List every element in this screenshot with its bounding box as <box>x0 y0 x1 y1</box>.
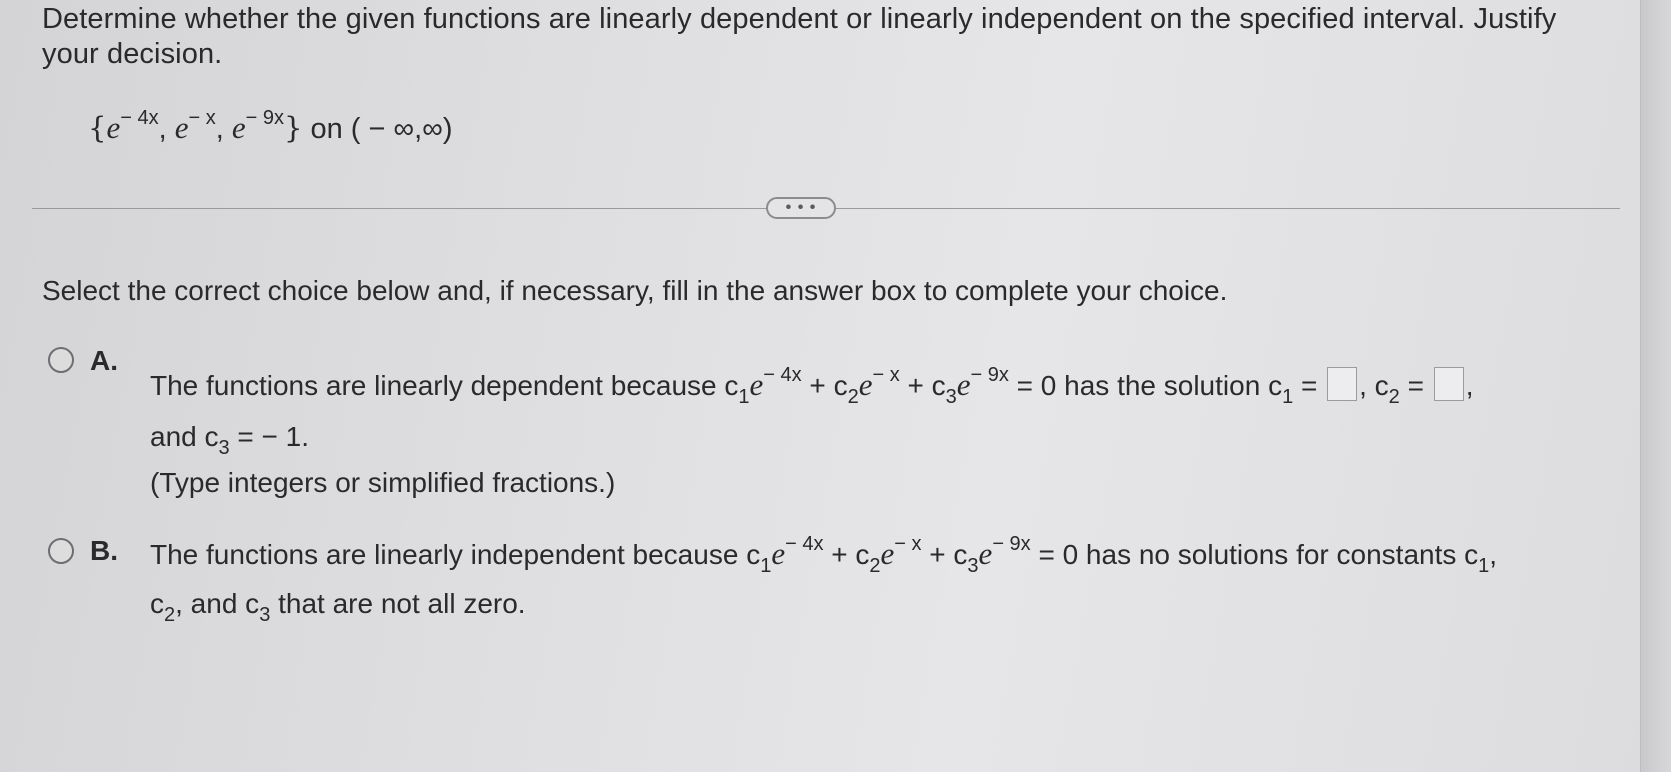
function-set <box>88 107 453 147</box>
choice-b-letter: B. <box>90 535 118 566</box>
choice-a-hint: (Type integers or simplified fractions.) <box>150 467 616 498</box>
interval: on ( − ∞,∞) <box>310 113 453 145</box>
c3-value: = − 1. <box>237 421 310 452</box>
c2-answer-box[interactable] <box>1434 367 1464 401</box>
sep-1: , <box>158 113 167 145</box>
choice-b-radio[interactable] <box>48 538 74 564</box>
choice-b-line-1: The functions are linearly independent because $c_1e^{- 4x} + c_2e^{- x} + c_3e^{- 9x} = 0$ has no solutions for constants $c_1$, <box>150 533 1498 577</box>
f2-base: e <box>174 110 189 145</box>
choice-b-text: The functions are linearly independent because <box>150 539 739 570</box>
question-prompt: Determine whether the given functions are linearly dependent or linearly independent on the specified interval. Justify your decision. <box>42 3 1557 70</box>
expand-more-button[interactable]: • • • <box>766 197 836 219</box>
f2-exponent: − x <box>188 107 216 129</box>
f3-exponent: − 9x <box>245 107 284 129</box>
f3-base: e <box>231 110 246 145</box>
f1-base: e <box>106 110 121 145</box>
close-brace: } <box>283 111 303 145</box>
instruction-text: Select the correct choice below and, if necessary, fill in the answer box to complete your choice. <box>42 275 1228 306</box>
choice-a-radio[interactable] <box>48 347 74 373</box>
sep-2: , <box>215 113 224 145</box>
choice-a-line-1: The functions are linearly dependent because $c_1e^{- 4x} + c_2e^{- x} + c_3e^{- 9x} = 0$ has the solution $c_1$ = , $c_2$ = , <box>150 364 1474 408</box>
choice-b-line-2: $c_2$, and $c_3$ that are not all zero. <box>150 588 526 626</box>
open-brace: { <box>88 111 107 145</box>
f1-exponent: − 4x <box>120 107 159 129</box>
choice-a-letter: A. <box>90 345 118 376</box>
choice-a-text: The functions are linearly dependent because <box>150 370 717 401</box>
screen-edge <box>1640 0 1671 772</box>
c1-answer-box[interactable] <box>1327 367 1357 401</box>
choice-a-line-2: and $c_3$ = − 1. <box>150 421 310 459</box>
